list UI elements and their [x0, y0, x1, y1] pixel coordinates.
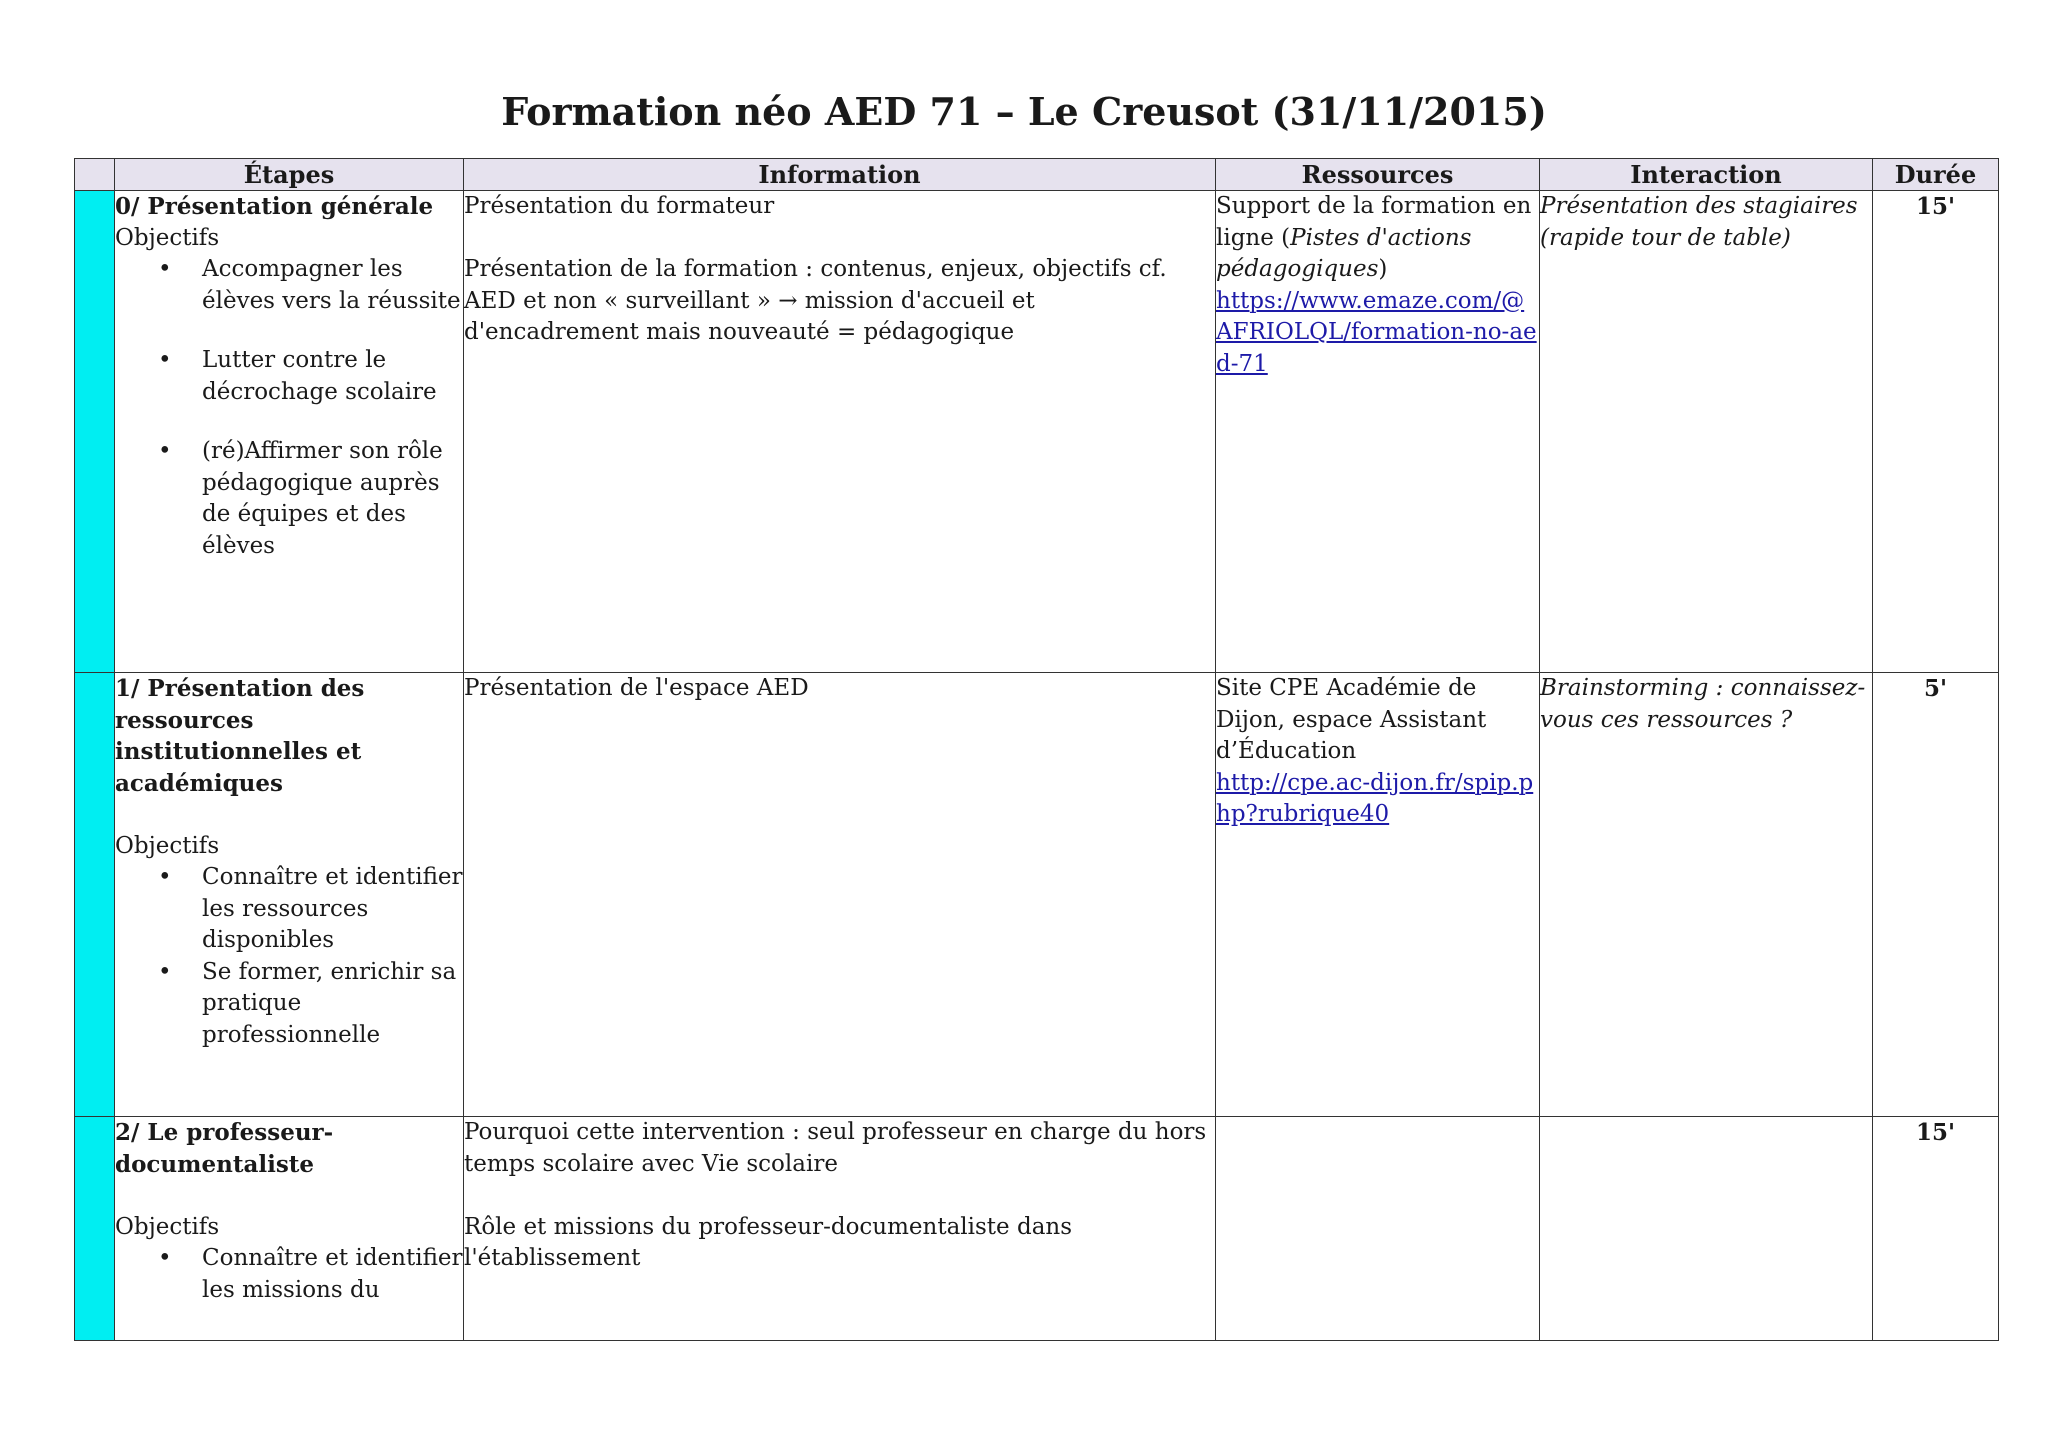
resources-text: Site CPE Académie de Dijon, espace Assistant d’Éducation	[1216, 675, 1487, 764]
resources-text: Support de la formation en ligne (	[1216, 193, 1532, 251]
objectives-label: Objectifs	[115, 832, 220, 859]
list-item: • Lutter contre le décrochage scolaire	[202, 345, 463, 408]
row-marker	[75, 191, 115, 673]
column-header-ressources: Ressources	[1216, 159, 1540, 191]
marker-header	[75, 159, 115, 191]
list-item: • Connaître et identifier les ressources disponibles	[202, 862, 463, 957]
goals-list	[115, 1243, 463, 1306]
table-row	[75, 1117, 1999, 1341]
objectives-label: Objectifs	[115, 224, 220, 251]
resources-text: )	[1378, 256, 1388, 282]
row-marker	[75, 1117, 115, 1341]
column-header-interaction: Interaction	[1540, 159, 1873, 191]
list-item: • Accompagner les élèves vers la réussite	[202, 254, 463, 317]
list-item: • Connaître et identifier les missions du	[202, 1243, 463, 1306]
column-header-information: Information	[464, 159, 1216, 191]
information-text: Présentation du formateur	[464, 193, 775, 219]
duree-cell: 15'	[1873, 191, 1999, 673]
duree-cell: 5'	[1873, 673, 1999, 1117]
step-cell	[115, 1117, 464, 1341]
goals-list	[115, 862, 463, 1051]
resources-cell	[1216, 1117, 1540, 1341]
information-text: Pourquoi cette intervention : seul professeur en charge du hors temps scolaire avec Vie scolaire	[464, 1119, 1207, 1177]
step-cell	[115, 191, 464, 673]
information-cell	[464, 673, 1216, 1117]
information-cell	[464, 191, 1216, 673]
table-row	[75, 191, 1999, 673]
information-text: Rôle et missions du professeur-documentaliste dans l'établissement	[464, 1213, 1073, 1271]
resources-cell	[1216, 673, 1540, 1117]
list-item: • Se former, enrichir sa pratique professionnelle	[202, 957, 463, 1052]
interaction-cell	[1540, 1117, 1873, 1341]
resource-link[interactable]: https://www.emaze.com/@AFRIOLQL/formation-no-aed-71	[1216, 287, 1537, 377]
duree-cell: 15'	[1873, 1117, 1999, 1341]
table-row	[75, 673, 1999, 1117]
resource-link[interactable]: http://cpe.ac-dijon.fr/spip.php?rubrique40	[1216, 769, 1534, 827]
goals-list	[115, 254, 463, 562]
resources-cell	[1216, 191, 1540, 673]
column-header-etapes: Étapes	[115, 159, 464, 191]
page-title: Formation néo AED 71 – Le Creusot (31/11/2015)	[501, 89, 1547, 134]
column-header-duree: Durée	[1873, 159, 1999, 191]
resources-italic-text: Pistes d'actions pédagogiques	[1216, 224, 1472, 282]
step-title: 0/ Présentation générale	[115, 193, 434, 220]
information-text: Présentation de l'espace AED	[464, 675, 809, 701]
interaction-cell: Brainstorming : connaissez-vous ces ressources ?	[1540, 673, 1873, 1117]
objectives-label: Objectifs	[115, 1213, 220, 1240]
interaction-cell: Présentation des stagiaires (rapide tour de table)	[1540, 191, 1873, 673]
row-marker	[75, 673, 115, 1117]
information-text: Présentation de la formation : contenus, enjeux, objectifs cf. AED et non « surveillant » → mission d'accueil et d'encadrement mais nouveauté = pédagogique	[464, 256, 1167, 345]
table-header-row	[75, 159, 1999, 191]
information-cell	[464, 1117, 1216, 1341]
list-item: • (ré)Affirmer son rôle pédagogique auprès de équipes et des élèves	[202, 436, 463, 562]
step-title: 1/ Présentation des ressources institutionnelles et académiques	[115, 675, 365, 797]
step-cell	[115, 673, 464, 1117]
step-title: 2/ Le professeur-documentaliste	[115, 1119, 334, 1178]
training-plan-table	[74, 158, 1999, 1341]
